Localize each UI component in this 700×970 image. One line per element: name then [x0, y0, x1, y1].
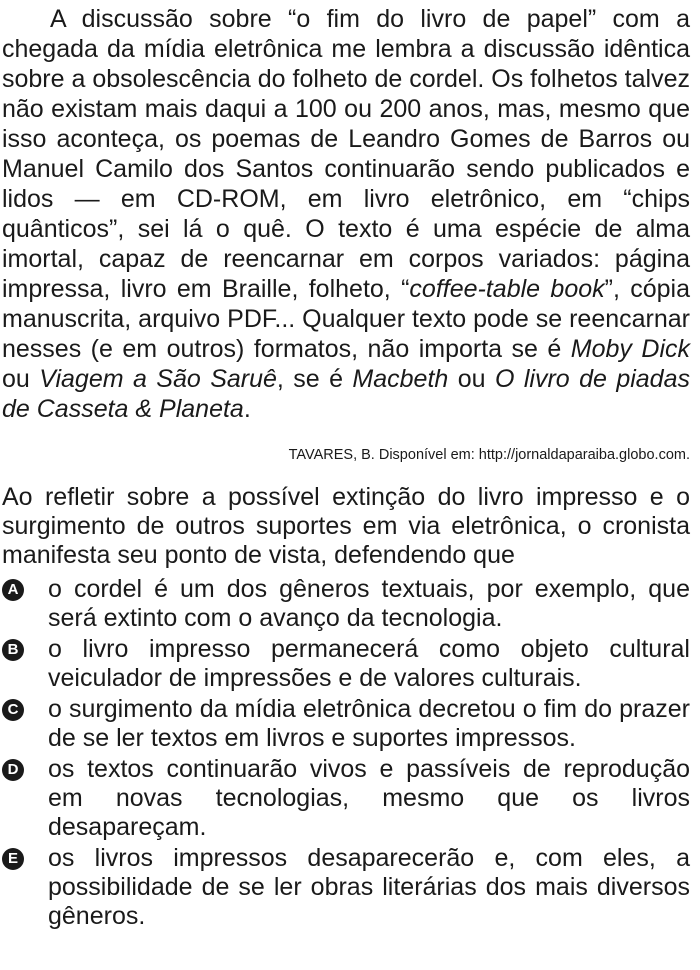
option-e[interactable]: [2, 844, 690, 931]
passage-text: [2, 4, 690, 424]
passage-italic-title: O livro de piadas de Casseta & Planeta: [2, 365, 690, 423]
option-text: o cordel é um dos gêneros textuais, por exemplo, que será extinto com o avanço da tecnologia.: [48, 575, 690, 632]
option-d[interactable]: [2, 755, 690, 842]
option-letter-badge: E: [2, 848, 24, 870]
passage-italic-term: coffee-table book: [409, 275, 605, 303]
option-text: o surgimento da mídia eletrônica decretou o fim do prazer de se ler textos em livros e suportes impressos.: [48, 695, 690, 752]
option-letter-badge: A: [2, 579, 24, 601]
option-text: os livros impressos desaparecerão e, com eles, a possibilidade de se ler obras literárias dos mais diversos gêneros.: [48, 844, 690, 930]
option-b[interactable]: [2, 635, 690, 693]
passage-segment: ou: [448, 365, 495, 393]
passage-italic-title: Moby Dick: [570, 335, 690, 363]
passage-segment: .: [243, 395, 251, 423]
source-citation: TAVARES, B. Disponível em: http://jornaldaparaiba.globo.com.: [288, 447, 690, 463]
passage-italic-title: Viagem a São Saruê: [39, 365, 277, 393]
passage-italic-title: Macbeth: [352, 365, 449, 393]
option-letter-badge: D: [2, 759, 24, 781]
option-a[interactable]: [2, 575, 690, 633]
option-text: os textos continuarão vivos e passíveis de reprodução em novas tecnologias, mesmo que os livros desapareçam.: [48, 755, 690, 841]
option-letter-badge: B: [2, 639, 24, 661]
passage-segment: ou: [2, 365, 40, 393]
passage-segment: ”, cópia manuscrita, arquivo PDF... Qualquer texto pode se reencarnar nesses (e em outros) formatos, não importa se é: [2, 275, 691, 363]
passage-segment: A discussão sobre “o fim do livro de papel” com a chegada da mídia eletrônica me lembra a discussão idêntica sobre a obsolescência do folheto de cordel. Os folhetos talvez não existam mais daqui a 100 ou 200 anos, mas, mesmo que isso aconteça, os poemas de Leandro Gomes de Barros ou Manuel Camilo dos Santos continuarão sendo publicados e lidos — em CD-ROM, em livro eletrônico, em “chips quânticos”, sei lá o quê. O texto é uma espécie de alma imortal, capaz de reencarnar em corpos variados: página impressa, livro em Braille, folheto, “: [2, 5, 690, 303]
option-text: o livro impresso permanecerá como objeto cultural veiculador de impressões e de valores culturais.: [48, 635, 690, 692]
option-letter-badge: C: [2, 699, 24, 721]
question-stem: Ao refletir sobre a possível extinção do livro impresso e o surgimento de outros suportes em via eletrônica, o cronista manifesta seu ponto de vista, defendendo que: [2, 483, 690, 569]
option-c[interactable]: [2, 695, 690, 753]
passage-segment: , se é: [276, 365, 353, 393]
exam-page: [2, 4, 690, 933]
answer-options: [2, 575, 690, 931]
